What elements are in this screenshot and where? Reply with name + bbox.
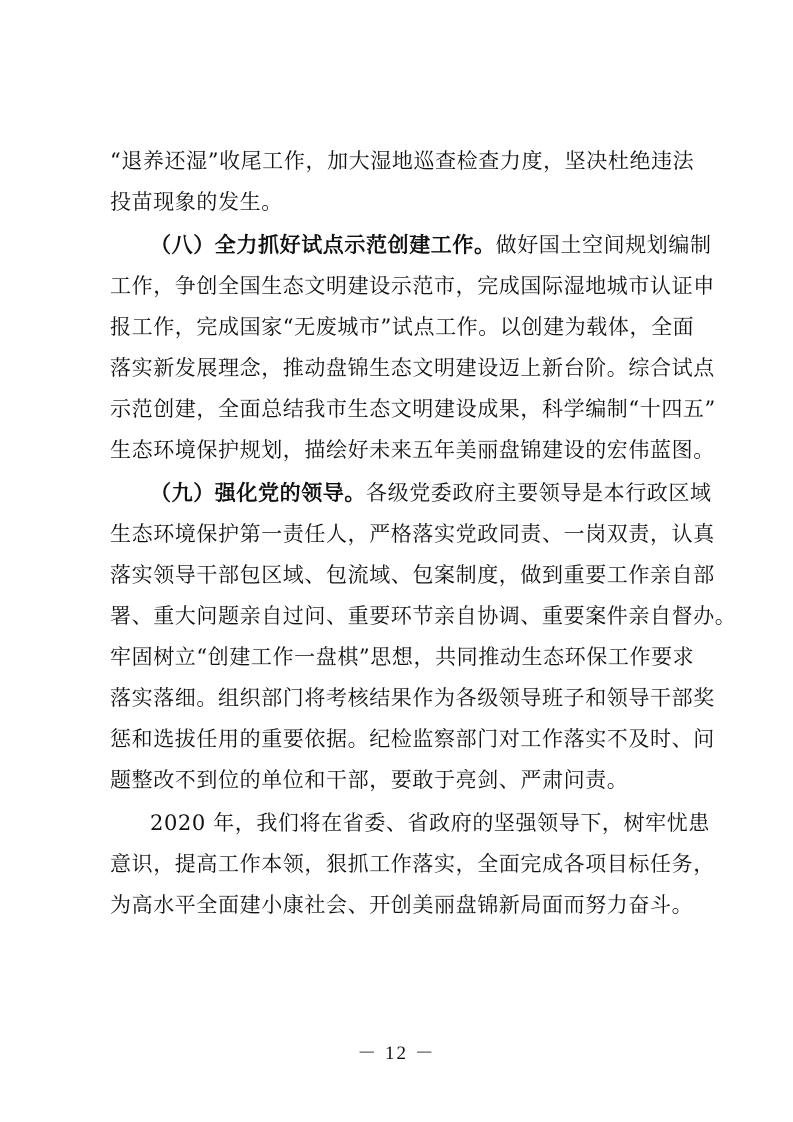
section-heading: （八）全力抓好试点示范创建工作。 xyxy=(150,233,496,257)
text-line: 2020 年，我们将在省委、省政府的坚强领导下，树牢忧患 xyxy=(150,811,710,835)
text-line: 牢固树立“创建工作一盘棋”思想，共同推动生态环保工作要求 xyxy=(110,645,695,669)
text-line: 为高水平全面建小康社会、开创美丽盘锦新局面而努力奋斗。 xyxy=(110,893,694,917)
section-heading: （九）强化党的领导。 xyxy=(150,481,366,505)
text-run: 各级党委政府主要领导是本行政区域 xyxy=(366,481,712,505)
text-line: 报工作，完成国家“无废城市”试点工作。以创建为载体，全面 xyxy=(110,315,695,339)
text-line: 惩和选拔任用的重要依据。纪检监察部门对工作落实不及时、问 xyxy=(110,727,715,751)
text-line: “退养还湿”收尾工作，加大湿地巡查检查力度，坚决杜绝违法 xyxy=(110,149,695,173)
text-line: 题整改不到位的单位和干部，要敢于亮剑、严肃问责。 xyxy=(110,768,629,792)
text-line: 示范创建，全面总结我市生态文明建设成果，科学编制“十四五” xyxy=(110,397,716,421)
text-line-with-heading xyxy=(150,480,712,506)
text-line: 工作，争创全国生态文明建设示范市，完成国际湿地城市认证申 xyxy=(110,274,715,298)
page-number: － 12 － xyxy=(357,1043,436,1064)
text-line-with-heading xyxy=(150,232,712,258)
text-line: 落实新发展理念，推动盘锦生态文明建设迈上新台阶。综合试点 xyxy=(110,356,715,380)
text-line: 落实落细。组织部门将考核结果作为各级领导班子和领导干部奖 xyxy=(110,686,715,710)
text-line: 落实领导干部包区域、包流域、包案制度，做到重要工作亲自部 xyxy=(110,563,715,587)
text-line: 意识，提高工作本领，狠抓工作落实，全面完成各项目标任务， xyxy=(110,852,715,876)
text-line: 投苗现象的发生。 xyxy=(110,190,283,214)
text-line: 生态环境保护第一责任人，严格落实党政同责、一岗双责，认真 xyxy=(110,522,715,546)
text-line: 生态环境保护规划，描绘好未来五年美丽盘锦建设的宏伟蓝图。 xyxy=(110,438,715,462)
text-run: 做好国土空间规划编制 xyxy=(495,233,712,257)
text-line: 署、重大问题亲自过问、重要环节亲自协调、重要案件亲自督办。 xyxy=(110,604,737,628)
